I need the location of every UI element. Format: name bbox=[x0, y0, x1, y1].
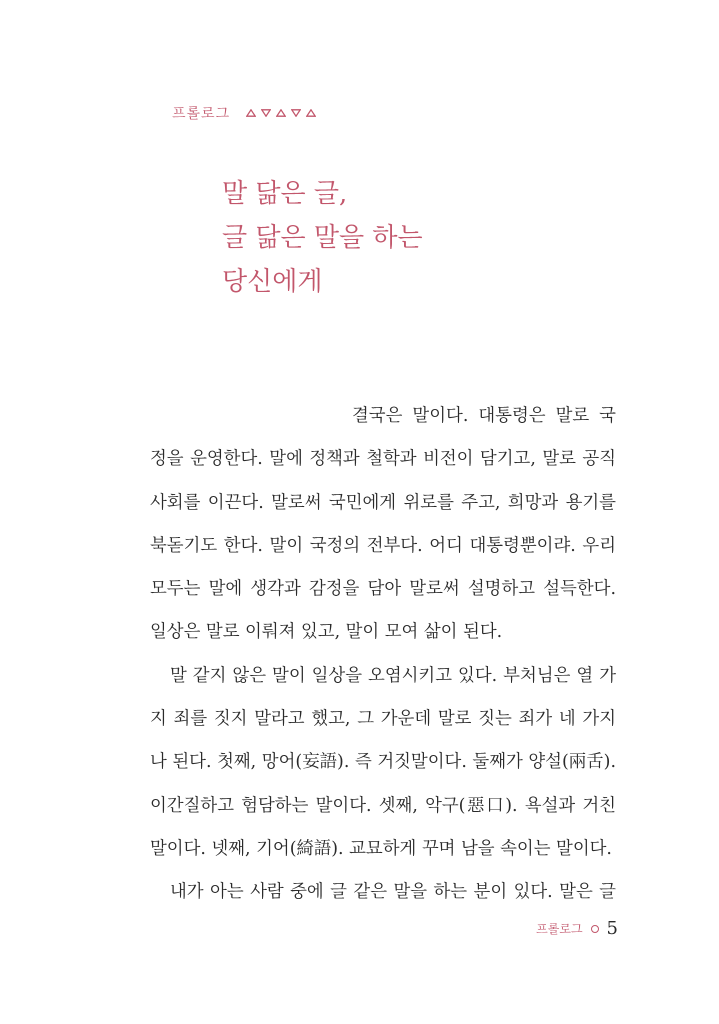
page-number: 5 bbox=[606, 918, 618, 939]
body-line: 일상은 말로 이뤄져 있고, 말이 모여 삶이 된다. bbox=[150, 622, 503, 643]
footer-section-label: 프롤로그 bbox=[536, 922, 583, 936]
body-line: 나 된다. 첫째, 망어(妄語). 즉 거짓말이다. 둘째가 양설(兩舌). bbox=[150, 752, 616, 773]
ornament-row bbox=[246, 109, 316, 117]
chapter-title bbox=[222, 172, 423, 304]
body-line: 말 같지 않은 말이 일상을 오염시키고 있다. 부처님은 열 가 bbox=[170, 665, 616, 686]
running-header bbox=[172, 103, 316, 123]
body-line: 결국은 말이다. 대통령은 말로 국 bbox=[352, 406, 616, 426]
body-line: 말이다. 넷째, 기어(綺語). 교묘하게 꾸며 남을 속이는 말이다. bbox=[150, 838, 612, 859]
body-line: 내가 아는 사람 중에 글 같은 말을 하는 분이 있다. 말은 글 bbox=[170, 882, 616, 903]
circle-icon bbox=[591, 925, 599, 933]
triangle-up-icon bbox=[246, 109, 256, 117]
body-line: 지 죄를 짓지 말라고 했고, 그 가운데 말로 짓는 죄가 네 가지 bbox=[150, 709, 616, 730]
body-line: 북돋기도 한다. 말이 국정의 전부다. 어디 대통령뿐이랴. 우리 bbox=[150, 535, 616, 556]
triangle-down-icon bbox=[261, 109, 271, 117]
triangle-up-icon bbox=[306, 109, 316, 117]
body-line: 사회를 이끈다. 말로써 국민에게 위로를 주고, 희망과 용기를 bbox=[150, 492, 616, 513]
title-line: 당신에게 bbox=[222, 267, 323, 297]
triangle-down-icon bbox=[291, 109, 301, 117]
body-line: 정을 운영한다. 말에 정책과 철학과 비전이 담기고, 말로 공직 bbox=[150, 449, 616, 470]
title-line: 말 닮은 글, bbox=[222, 179, 348, 209]
body-line: 이간질하고 험담하는 말이다. 셋째, 악구(惡口). 욕설과 거친 bbox=[150, 795, 616, 816]
title-line: 글 닮은 말을 하는 bbox=[222, 223, 423, 253]
section-label: 프롤로그 bbox=[172, 106, 231, 122]
body-text bbox=[150, 395, 616, 915]
running-footer bbox=[536, 918, 618, 939]
triangle-up-icon bbox=[276, 109, 286, 117]
body-line: 모두는 말에 생각과 감정을 담아 말로써 설명하고 설득한다. bbox=[150, 579, 616, 600]
